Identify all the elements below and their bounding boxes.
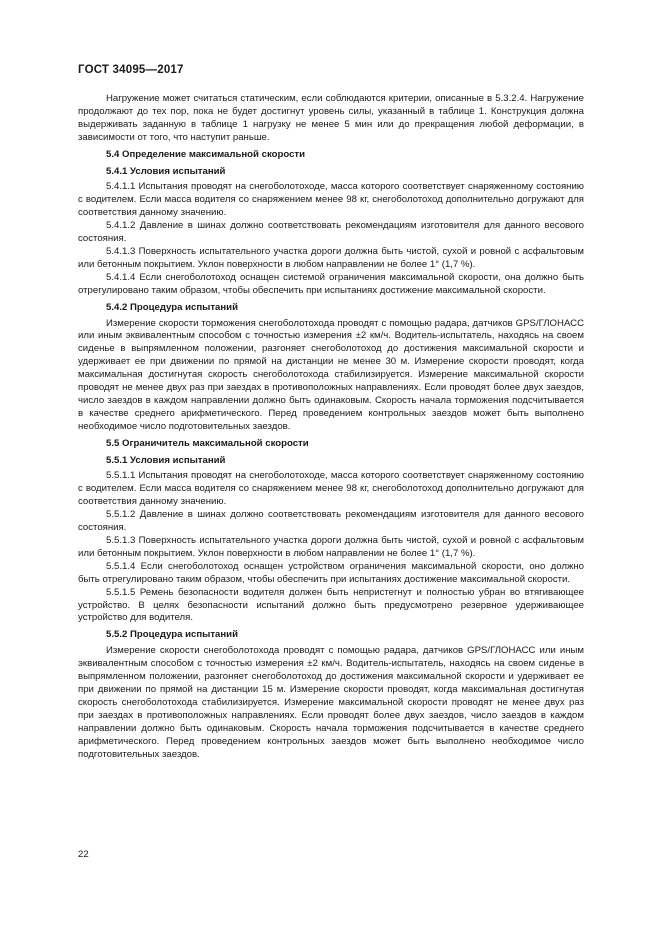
subsection-heading-5-5-2: 5.5.2 Процедура испытаний xyxy=(106,629,238,641)
paragraph-loading-criteria: Нагружение может считаться статическим, если соблюдаются критерии, описанные в 5.3.2.4. Нагружение продолжают до тех пор, пока не будет достигнут уровень силы, указанный в таблице 1. Конструкция должна выдерживать заданную в таблице 1 нагрузку не менее 5 мин или до прекращения любой деформации, в зависимости от того, что наступит раньше. xyxy=(78,93,584,143)
paragraph-5-5-1-2: 5.5.1.2 Давление в шинах должно соответствовать рекомендациям изготовителя для данного весового состояния. xyxy=(78,509,584,534)
paragraph-5-5-1-4: 5.5.1.4 Если снегоболотоход оснащен устройством ограничения максимальной скорости, оно должно быть отрегулировано таким образом, чтобы обеспечить при испытаниях достижение максимальной скорости. xyxy=(78,560,584,585)
document-body xyxy=(78,93,584,761)
paragraph-5-5-1-5: 5.5.1.5 Ремень безопасности водителя должен быть непристегнут и полностью убран во втягивающее устройство. В целях безопасности испытаний должно быть предусмотрено резервное удерживающее устройство для водителя. xyxy=(78,586,584,624)
paragraph-5-4-1-4: 5.4.1.4 Если снегоболотоход оснащен системой ограничения максимальной скорости, она должно быть отрегулировано таким образом, чтобы обеспечить при испытаниях достижение максимальной скорости. xyxy=(78,271,584,296)
paragraph-5-5-2-procedure: Измерение скорости снегоболотохода проводят с помощью радара, датчиков GPS/ГЛОНАСС или иным эквивалентным способом с точностью измерения ±2 км/ч. Водитель-испытатель, находясь на своем сиденье в выпрямленном положении, разгоняет снегоболотоход до достижения максимальной скорости и удерживает ее при движении по прямой на дистанции 15 м. Измерение скорости проводят, когда максимальная достигнутая скорость снегоболотохода стабилизируется. Измерение максимальной скорости проводят не менее двух раз при заездах в противоположных направлениях. Если проводят более двух заездов, число заездов в каждом направлении должно быть одинаковым. Скорость начала торможения подсчитывается в качестве среднего арифметического. Перед проведением контрольных заездов может быть выполнено необходимое число подготовительных заездов. xyxy=(78,645,584,760)
section-heading-5-4: 5.4 Определение максимальной скорости xyxy=(106,148,306,160)
paragraph-5-4-1-2: 5.4.1.2 Давление в шинах должно соответствовать рекомендациям изготовителя для данного весового состояния. xyxy=(78,220,584,245)
document-header: ГОСТ 34095—2017 xyxy=(78,64,184,76)
paragraph-5-4-1-1: 5.4.1.1 Испытания проводят на снегоболотоходе, масса которого соответствует снаряженному состоянию с водителем. Если масса водителя со снаряжением менее 98 кг, снегоболотоход дополнительно догружают для соответствия данному значению. xyxy=(78,181,584,219)
subsection-heading-5-4-1: 5.4.1 Условия испытаний xyxy=(106,165,226,177)
paragraph-5-5-1-3: 5.5.1.3 Поверхность испытательного участка дороги должна быть чистой, сухой и ровной с асфальтовым или бетонным покрытием. Уклон поверхности в любом направлении не более 1° (1,7 %). xyxy=(78,535,584,559)
paragraph-5-4-1-3: 5.4.1.3 Поверхность испытательного участка дороги должна быть чистой, сухой и ровной с асфальтовым или бетонным покрытием. Уклон поверхности в любом направлении не более 1° (1,7 %). xyxy=(78,245,584,270)
paragraph-5-4-2-procedure: Измерение скорости торможения снегоболотохода проводят с помощью радара, датчиков GPS/ГЛОНАСС или иным эквивалентным способом с точностью измерения ±2 км/ч. Водитель-испытатель, находясь на своем сиденье в выпрямленном положении, разгоняет снегоболотоход до достижения максимальной скорости и удерживает ее при движении по прямой на дистанции не менее 30 м. Измерение скорости проводят, когда максимальная достигнутая скорость снегоболотохода стабилизируется. Измерение максимальной скорости проводят не менее двух раз при заездах в противоположных направлениях. Если проводят более двух заездов, число заездов в каждом направлении должно быть одинаковым. Скорость начала торможения подсчитывается в качестве среднего арифметического. Перед проведением контрольных заездов может быть выполнено необходимое число подготовительных заездов. xyxy=(78,317,584,432)
subsection-heading-5-4-2: 5.4.2 Процедура испытаний xyxy=(106,301,238,313)
page-number: 22 xyxy=(78,849,89,860)
subsection-heading-5-5-1: 5.5.1 Условия испытаний xyxy=(106,454,226,466)
section-heading-5-5: 5.5 Ограничитель максимальной скорости xyxy=(106,437,309,449)
paragraph-5-5-1-1: 5.5.1.1 Испытания проводят на снегоболотоходе, масса которого соответствует снаряженному состоянию с водителем. Если масса водителя со снаряжением менее 98 кг, снегоболотоход дополнительно догружают для соответствия данному значению. xyxy=(78,470,584,508)
